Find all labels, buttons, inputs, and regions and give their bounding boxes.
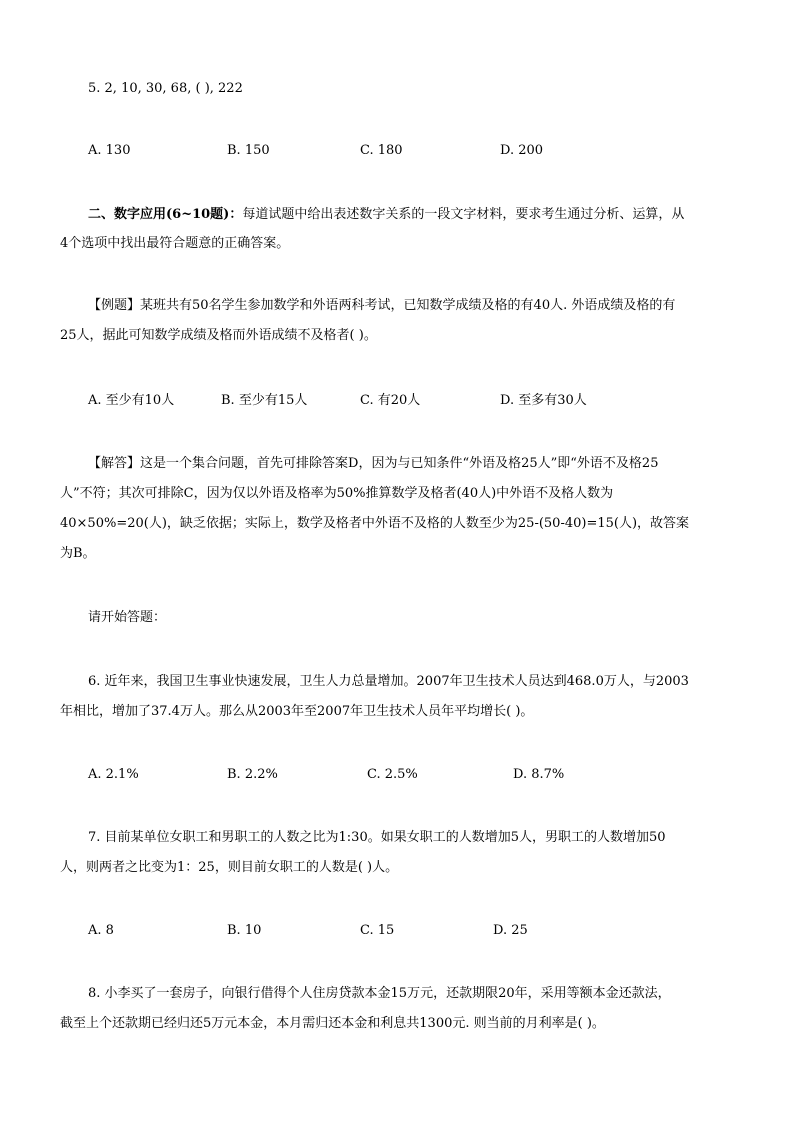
q8-first-line: 8. 小李买了一套房子，向银行借得个人住房贷款本金15万元，还款期限20年，采用等额本金还款法， bbox=[88, 986, 671, 1001]
answer-label: 【解答】 bbox=[88, 456, 141, 471]
answer-third-line: 40×50%=20(人)，缺乏依据；实际上，数学及格者中外语不及格的人数至少为25-(50-40)=15(人)，故答案 bbox=[60, 516, 690, 531]
q5-stem: 5. 2, 10, 30, 68, ( ), 222 bbox=[88, 81, 243, 96]
q5-option-a: A. 130 bbox=[88, 143, 131, 158]
q6-option-d: D. 8.7% bbox=[513, 767, 565, 782]
example-text: 某班共有50名学生参加数学和外语两科考试，已知数学成绩及格的有40人. 外语成绩及格的有 bbox=[140, 298, 676, 313]
example-label: 【例题】 bbox=[88, 298, 141, 313]
example-first-line bbox=[88, 298, 675, 314]
example-option-b: B. 至少有15人 bbox=[221, 393, 308, 408]
example-option-d: D. 至多有30人 bbox=[500, 393, 587, 408]
q6-option-c: C. 2.5% bbox=[367, 767, 418, 782]
answer-second-line: 人”不符；其次可排除C，因为仅以外语及格率为50%推算数学及格者(40人)中外语不及格人数为 bbox=[60, 486, 614, 501]
section2-intro-first-line bbox=[88, 207, 684, 223]
q8-second-line: 截至上个还款期已经归还5万元本金，本月需归还本金和利息共1300元. 则当前的月利率是( )。 bbox=[60, 1016, 605, 1031]
q7-option-a: A. 8 bbox=[88, 923, 114, 938]
answer-fourth-line: 为B。 bbox=[60, 546, 96, 561]
answer-first-line bbox=[88, 456, 658, 472]
example-option-c: C. 有20人 bbox=[360, 393, 421, 408]
answer-text: 这是一个集合问题，首先可排除答案D，因为与已知条件“外语及格25人”即“外语不及格25 bbox=[140, 456, 659, 471]
start-prompt: 请开始答题： bbox=[88, 610, 167, 625]
section2-intro-second-line: 4个选项中找出最符合题意的正确答案。 bbox=[60, 236, 290, 251]
q7-option-c: C. 15 bbox=[360, 923, 395, 938]
q6-option-b: B. 2.2% bbox=[227, 767, 278, 782]
q5-option-c: C. 180 bbox=[360, 143, 403, 158]
q6-second-line: 年相比，增加了37.4万人。那么从2003年至2007年卫生技术人员年平均增长( )。 bbox=[60, 704, 534, 719]
q7-first-line: 7. 目前某单位女职工和男职工的人数之比为1:30。如果女职工的人数增加5人，男职工的人数增加50 bbox=[88, 830, 666, 845]
q7-second-line: 人，则两者之比变为1：25，则目前女职工的人数是( )人。 bbox=[60, 860, 399, 875]
section2-heading: 二、数字应用(6~10题)： bbox=[88, 207, 243, 222]
q5-option-b: B. 150 bbox=[227, 143, 270, 158]
q7-option-d: D. 25 bbox=[493, 923, 528, 938]
example-option-a: A. 至少有10人 bbox=[88, 393, 175, 408]
section2-intro-text: 每道试题中给出表述数字关系的一段文字材料，要求考生通过分析、运算，从 bbox=[242, 207, 685, 222]
example-second-line: 25人，据此可知数学成绩及格而外语成绩不及格者( )。 bbox=[60, 328, 377, 343]
q6-first-line: 6. 近年来，我国卫生事业快速发展，卫生人力总量增加。2007年卫生技术人员达到468.0万人，与2003 bbox=[88, 674, 689, 689]
q7-option-b: B. 10 bbox=[227, 923, 262, 938]
q6-option-a: A. 2.1% bbox=[88, 767, 139, 782]
q5-option-d: D. 200 bbox=[500, 143, 544, 158]
